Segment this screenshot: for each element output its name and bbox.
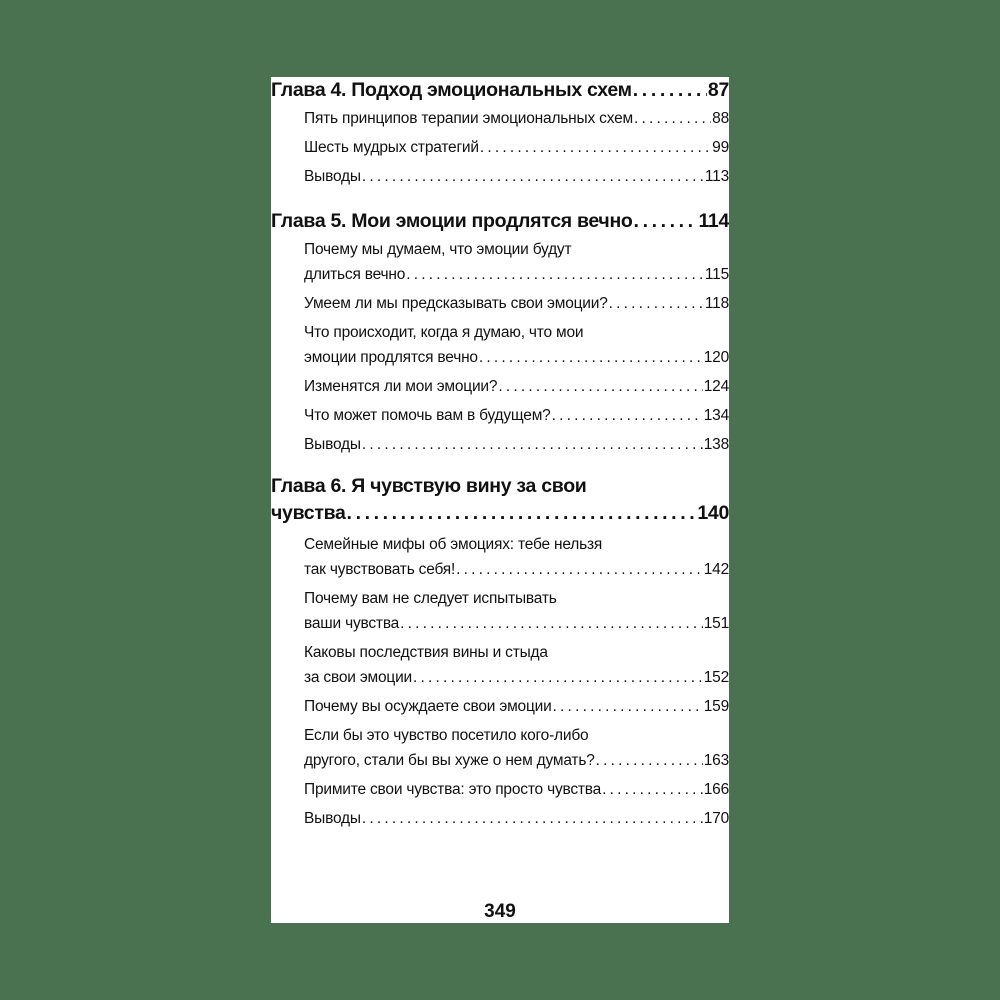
dot-leader (596, 748, 703, 773)
chapter-page-number: 140 (697, 502, 729, 524)
toc-entry (271, 806, 729, 831)
entry-page-number: 120 (703, 349, 729, 366)
dot-leader (362, 164, 704, 189)
chapter-title: Глава 4. Подход эмоциональных схем (271, 79, 632, 101)
entry-title: Выводы (304, 168, 361, 185)
toc-entry (271, 640, 729, 690)
entry-title: Шесть мудрых стратегий (304, 139, 479, 156)
entry-title: так чувствовать себя! (304, 561, 456, 578)
chapter-4-heading (271, 77, 729, 103)
toc-entry (271, 777, 729, 802)
entry-page-number: 151 (703, 615, 729, 632)
entry-page-number: 170 (703, 810, 729, 827)
chapter-5-heading (271, 208, 729, 234)
toc-entry (271, 237, 729, 287)
entry-page-number: 138 (703, 436, 729, 453)
dot-leader (634, 208, 698, 234)
entry-page-number: 166 (703, 781, 729, 798)
dot-leader (609, 291, 704, 316)
toc-entry (271, 586, 729, 636)
chapter-4-section (271, 77, 729, 189)
toc-entry (271, 106, 729, 131)
page-number: 349 (484, 901, 516, 922)
toc-entry (271, 694, 729, 719)
toc-entry (271, 291, 729, 316)
entry-page-number: 159 (703, 698, 729, 715)
entry-page-number: 134 (703, 407, 729, 424)
entry-title-line1: Почему вам не следует испытывать (304, 590, 557, 607)
dot-leader (456, 557, 703, 582)
entry-title: эмоции продлятся вечно (304, 349, 478, 366)
chapter-title-line1: Глава 6. Я чувствую вину за свои (271, 475, 587, 497)
chapter-title: чувства (271, 502, 346, 524)
chapter-title: Глава 5. Мои эмоции продлятся вечно (271, 210, 633, 232)
chapter-5-section (271, 208, 729, 457)
entry-title: Изменятся ли мои эмоции? (304, 378, 498, 395)
dot-leader (413, 665, 703, 690)
dot-leader (406, 262, 704, 287)
entry-page-number: 142 (703, 561, 729, 578)
entry-title: Что может помочь вам в будущем? (304, 407, 551, 424)
dot-leader (602, 777, 703, 802)
dot-leader (553, 694, 703, 719)
dot-leader (633, 77, 707, 103)
entry-title: Примите свои чувства: это просто чувства (304, 781, 602, 798)
dot-leader (362, 806, 703, 831)
dot-leader (552, 403, 703, 428)
entry-title: другого, стали бы вы хуже о нем думать? (304, 752, 595, 769)
toc-entry (271, 432, 729, 457)
toc-entry (271, 532, 729, 582)
entry-title: Почему вы осуждаете свои эмоции (304, 698, 552, 715)
chapter-page-number: 87 (707, 79, 729, 101)
dot-leader (347, 500, 697, 526)
entry-title-line1: Семейные мифы об эмоциях: тебе нельзя (304, 536, 603, 553)
entry-title: Выводы (304, 810, 361, 827)
dot-leader (400, 611, 703, 636)
entry-title-line1: Почему мы думаем, что эмоции будут (304, 241, 572, 258)
entry-title: Умеем ли мы предсказывать свои эмоции? (304, 295, 608, 312)
entry-page-number: 152 (703, 669, 729, 686)
dot-leader (479, 345, 703, 370)
entry-title-line1: Что происходит, когда я думаю, что мои (304, 324, 584, 341)
entry-title: Пять принципов терапии эмоциональных схем (304, 110, 633, 127)
entry-title: ваши чувства (304, 615, 400, 632)
toc-entry (271, 164, 729, 189)
chapter-6-section (271, 473, 729, 831)
dot-leader (634, 106, 711, 131)
toc-entry (271, 135, 729, 160)
dot-leader (362, 432, 703, 457)
toc-entry (271, 723, 729, 773)
entry-page-number: 124 (703, 378, 729, 395)
entry-title-line1: Если бы это чувство посетило кого-либо (304, 727, 589, 744)
entry-page-number: 99 (712, 139, 729, 156)
book-page (271, 77, 729, 923)
entry-title: за свои эмоции (304, 669, 413, 686)
entry-page-number: 88 (712, 110, 729, 127)
entry-page-number: 113 (704, 168, 729, 185)
entry-title: Выводы (304, 436, 361, 453)
dot-leader (480, 135, 711, 160)
entry-title-line1: Каковы последствия вины и стыда (304, 644, 548, 661)
entry-title: длиться вечно (304, 266, 406, 283)
entry-page-number: 115 (704, 266, 729, 283)
chapter-page-number: 114 (698, 210, 729, 232)
dot-leader (498, 374, 702, 399)
toc-entry (271, 320, 729, 370)
entry-page-number: 118 (704, 295, 729, 312)
toc-entry (271, 374, 729, 399)
entry-page-number: 163 (703, 752, 729, 769)
chapter-6-heading (271, 473, 729, 526)
toc-entry (271, 403, 729, 428)
